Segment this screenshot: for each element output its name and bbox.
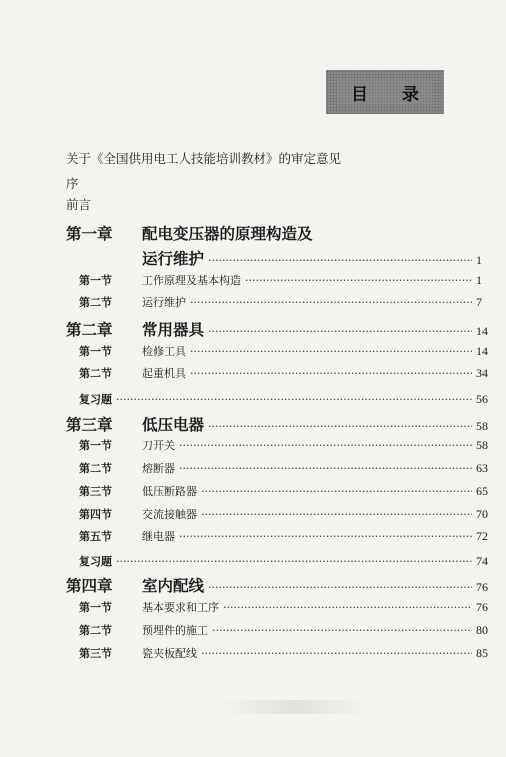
- toc-title: 室内配线: [142, 576, 205, 595]
- toc-number: 第一节: [79, 274, 112, 287]
- toc-section[interactable]: [0, 622, 506, 638]
- toc-title: 配电变压器的原理构造及: [142, 224, 313, 243]
- toc-title: 检修工具: [142, 345, 186, 358]
- toc-page-number: 34: [476, 366, 488, 380]
- toc-number: 第一章: [66, 224, 113, 243]
- leader-dots: [201, 647, 472, 660]
- toc-number: 复习题: [79, 555, 112, 568]
- toc-review[interactable]: [0, 388, 506, 407]
- toc-number: 第一节: [79, 345, 112, 358]
- toc-page-number: 1: [476, 273, 482, 287]
- leader-dots: [190, 296, 472, 309]
- toc-page-number: 80: [476, 623, 488, 637]
- toc-page-number: 56: [476, 392, 488, 406]
- toc-page-number: 14: [476, 344, 488, 358]
- toc-title: 运行维护: [142, 296, 186, 309]
- toc-number: 第三节: [79, 485, 112, 498]
- toc-section[interactable]: [0, 343, 506, 359]
- toc-page-number: 65: [476, 484, 488, 498]
- toc-title: 起重机具: [142, 367, 186, 380]
- leader-dots: [190, 367, 472, 380]
- toc-title: 低压断路器: [142, 485, 197, 498]
- toc-number: 复习题: [79, 393, 112, 406]
- toc-number: 第三章: [66, 415, 113, 434]
- toc-page-number: 58: [476, 438, 488, 452]
- toc-section[interactable]: [0, 294, 506, 310]
- leader-dots: [179, 530, 472, 543]
- toc-title: 运行维护: [142, 249, 205, 268]
- toc-section[interactable]: [0, 437, 506, 453]
- toc-page-number: 76: [476, 580, 488, 594]
- toc-number: 第四章: [66, 576, 113, 595]
- toc-number: 第二节: [79, 296, 112, 309]
- toc-title: 继电器: [142, 530, 175, 543]
- toc-number: 第四节: [79, 508, 112, 521]
- toc-page-number: 74: [476, 554, 488, 568]
- front-matter-preface[interactable]: 序: [66, 176, 79, 191]
- toc-chapter-1[interactable]: [0, 222, 506, 244]
- toc-number: 第五节: [79, 530, 112, 543]
- toc-section[interactable]: [0, 460, 506, 476]
- toc-page-number: 58: [476, 419, 488, 433]
- toc-section[interactable]: [0, 599, 506, 615]
- toc-review[interactable]: [0, 550, 506, 569]
- toc-title: 瓷夹板配线: [142, 647, 197, 660]
- toc-page-number: 63: [476, 461, 488, 475]
- toc-section[interactable]: [0, 272, 506, 288]
- leader-dots: [179, 462, 472, 475]
- toc-section[interactable]: [0, 506, 506, 522]
- toc-title: 低压电器: [142, 415, 205, 434]
- leader-dots: [179, 439, 472, 452]
- toc-chapter-4[interactable]: [0, 574, 506, 596]
- leader-dots: [201, 508, 472, 521]
- toc-title: 熔断器: [142, 462, 175, 475]
- toc-section[interactable]: [0, 528, 506, 544]
- toc-chapter-2[interactable]: [0, 318, 506, 340]
- leader-dots: [208, 581, 472, 594]
- leader-dots: [201, 485, 472, 498]
- toc-number: 第一节: [79, 439, 112, 452]
- toc-title: 基本要求和工序: [142, 601, 219, 614]
- toc-page-number: 7: [476, 295, 482, 309]
- toc-number: 第一节: [79, 601, 112, 614]
- toc-page-number: 76: [476, 600, 488, 614]
- front-matter-foreword[interactable]: 前言: [66, 197, 92, 212]
- leader-dots: [190, 345, 472, 358]
- toc-page-number: 14: [476, 324, 488, 338]
- toc-title: 刀开关: [142, 439, 175, 452]
- page-title: 目 录: [337, 80, 433, 105]
- toc-page-number: 70: [476, 507, 488, 521]
- leader-dots: [208, 254, 472, 267]
- toc-number: 第三节: [79, 647, 112, 660]
- leader-dots: [116, 555, 472, 568]
- toc-number: 第二节: [79, 367, 112, 380]
- toc-page-number: 85: [476, 646, 488, 660]
- toc-number: 第二节: [79, 462, 112, 475]
- toc-banner: [326, 70, 444, 114]
- scan-smudge: [220, 700, 370, 714]
- leader-dots: [212, 624, 472, 637]
- leader-dots: [223, 601, 472, 614]
- toc-title: 交流接触器: [142, 508, 197, 521]
- toc-title: 常用器具: [142, 320, 205, 339]
- front-matter-approval[interactable]: 关于《全国供用电工人技能培训教材》的审定意见: [66, 151, 342, 166]
- leader-dots: [116, 393, 472, 406]
- toc-page-number: 1: [476, 253, 482, 267]
- toc-chapter-1-cont[interactable]: [0, 247, 506, 269]
- toc-number: 第二章: [66, 320, 113, 339]
- toc-chapter-3[interactable]: [0, 413, 506, 435]
- leader-dots: [208, 325, 472, 338]
- toc-section[interactable]: [0, 365, 506, 381]
- toc-number: 第二节: [79, 624, 112, 637]
- leader-dots: [245, 274, 472, 287]
- toc-title: 预埋件的施工: [142, 624, 208, 637]
- toc-title: 工作原理及基本构造: [142, 274, 241, 287]
- toc-page-number: 72: [476, 529, 488, 543]
- toc-section[interactable]: [0, 645, 506, 661]
- leader-dots: [208, 420, 472, 433]
- toc-section[interactable]: [0, 483, 506, 499]
